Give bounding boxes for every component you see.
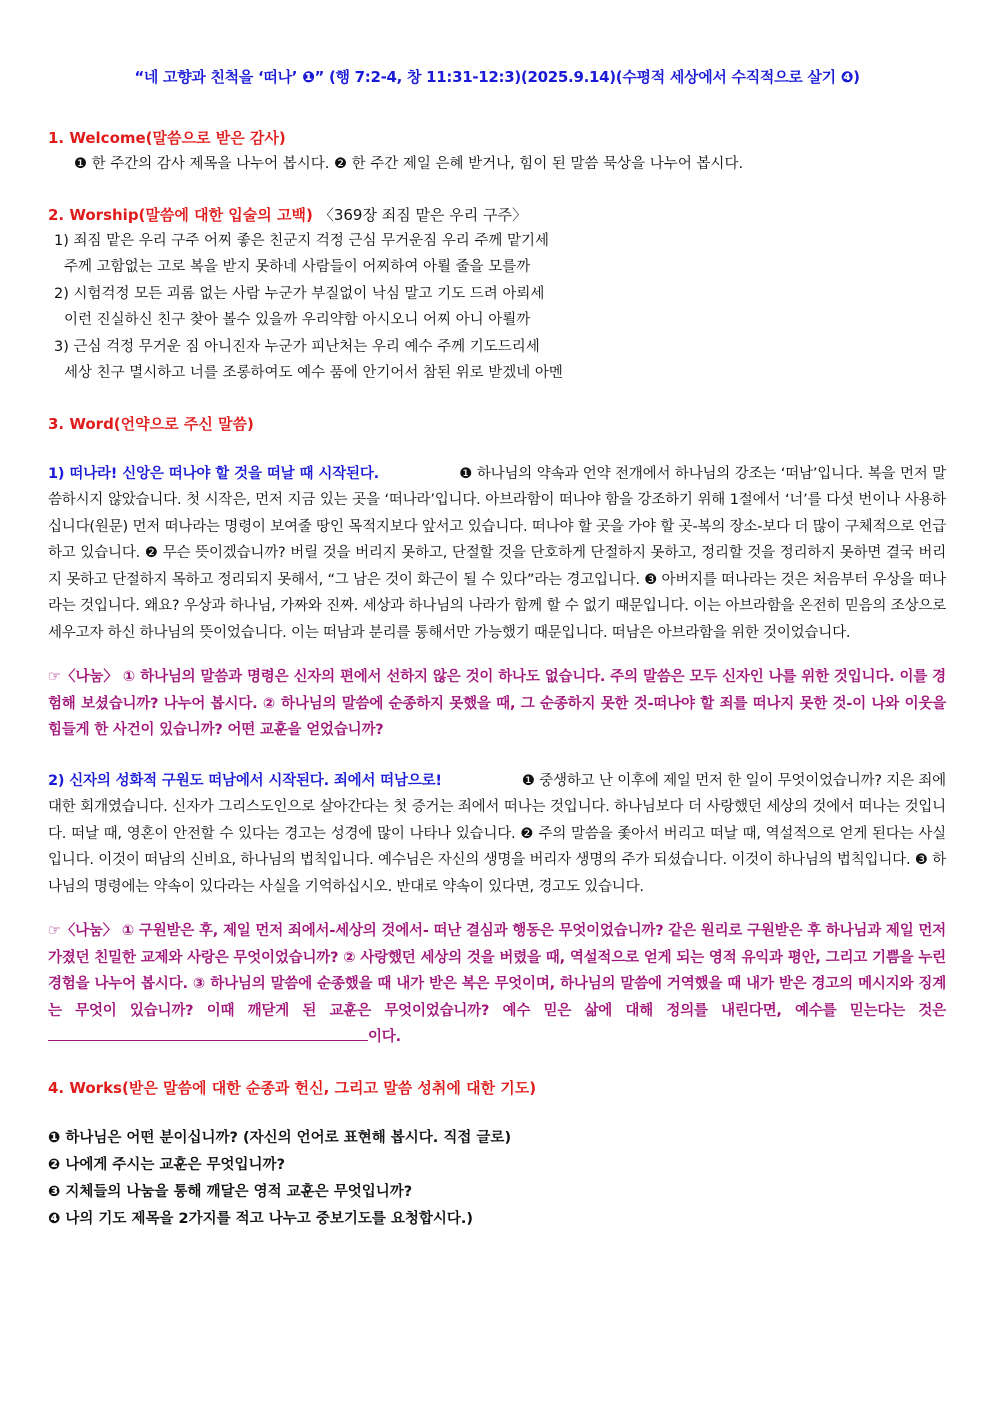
- section-worship-heading: [48, 202, 946, 228]
- hymn-line: 3) 근심 걱정 무거운 짐 아니진자 누군가 피난처는 우리 예수 주께 기도드리세: [54, 338, 540, 355]
- hymn-line: 세상 친구 멸시하고 너를 조롱하여도 예수 품에 안기어서 참된 위로 받겠네 아멘: [64, 365, 563, 381]
- section-word-heading: 3. Word(언약으로 주신 말씀): [48, 414, 254, 433]
- point-2-paragraph: [48, 768, 946, 901]
- page-title: “네 고향과 친척을 ‘떠나’ ❶” (행 7:2-4, 창 11:31-12:3)(2025.9.14)(수평적 세상에서 수직적으로 살기 ❹): [134, 68, 860, 86]
- point-2-share-text: ☞〈나눔〉 ① 구원받은 후, 제일 먼저 죄에서-세상의 것에서- 떠난 결심과 행동은 무엇이었습니까? 같은 원리로 구원받은 후 하나님과 제일 먼저 가졌던 친밀한 교제와 사랑은 무엇이었습니까? ② 사랑했던 세상의 것을 버렸을 때, 역설적으로 얻게 되는 영적 유익과 평안, 그리고 기쁨을 누린 경험을 나누어 봅시다. ③ 하나님의 말씀에 순종했을 때 내가 받은 복은 무엇이며, 하나님의 말씀에 거역했을 때 내가 받은 경고의 메시지와 징계는 무엇이 있습니까? 이때 깨닫게 된 교훈은 무엇이었습니까? 예수 믿은 삶에 대해 정의를 내린다면, 예수를 믿는다는 것은: [48, 923, 946, 1019]
- answer-blank-line: [48, 1026, 368, 1041]
- hymn-line: 2) 시험걱정 모든 괴롬 없는 사람 누군가 부질없이 낙심 말고 기도 드려 아뢰세: [54, 285, 545, 302]
- section-welcome-heading: 1. Welcome(말씀으로 받은 감사): [48, 129, 286, 147]
- hymn-title: 〈369장 죄짐 맡은 우리 구주〉: [318, 205, 527, 224]
- point-2-share: [48, 918, 946, 1051]
- point-1-body: ❶ 하나님의 약속과 언약 전개에서 하나님의 강조는 ‘떠남’입니다. 복을 먼저 말씀하시지 않았습니다. 첫 시작은, 먼저 지금 있는 곳을 ‘떠나라’입니다. 아브라함이 떠나야 함을 강조하기 위해 1절에서 ‘너’를 다섯 번이나 사용하십니다(원문) 먼저 떠나라는 명령이 보여줄 땅인 목적지보다 앞서고 있습니다. 떠나야 할 곳을 가야 할 곳-복의 장소-보다 더 많이 구체적으로 언급하고 있습니다. ❷ 무슨 뜻이겠습니까? 버릴 것을 버리지 못하고, 단절할 것을 단호하게 단절하지 못하고, 정리할 것을 정리하지 못하면 결국 버리지 못하고 단절하지 목하고 정리되지 못해서, “그 남은 것이 화근이 될 수 있다”라는 경고입니다. ❸ 아버지를 떠나라는 것은 처음부터 우상을 떠나라는 것입니다. 왜요? 우상과 하나님, 가짜와 진짜. 세상과 하나님의 나라가 함께 할 수 없기 때문입니다. 이는 아브라함을 온전히 믿음의 조상으로 세우고자 하신 하나님의 뜻이었습니다. 이는 떠남과 분리를 통해서만 가능했기 때문입니다. 떠남은 아브라함을 위한 것이었습니다.: [48, 465, 947, 641]
- point-1-heading: 1) 떠나라! 신앙은 떠나야 할 것을 떠날 때 시작된다.: [48, 465, 379, 482]
- section-works-heading: 4. Works(받은 말씀에 대한 순종과 헌신, 그리고 말씀 성취에 대한 기도): [48, 1078, 537, 1097]
- works-item: ❹ 나의 기도 제목을 2가지를 적고 나누고 중보기도를 요청합시다.): [48, 1210, 474, 1227]
- hymn-line: 이런 진실하신 친구 찾아 볼수 있을까 우리약함 아시오니 어찌 아니 아뢸까: [64, 312, 531, 328]
- point-1-share: ☞〈나눔〉 ① 하나님의 말씀과 명령은 신자의 편에서 선하지 않은 것이 하나도 없습니다. 주의 말씀은 모두 신자인 나를 위한 것입니다. 이를 경험해 보셨습니까? 나누어 봅시다. ② 하나님의 말씀에 순종하지 못했을 때, 그 순종하지 못한 것-떠나야 할 죄를 떠나지 못한 것-이 나와 이웃을 힘들게 한 사건이 있습니까? 어떤 교훈을 얻었습니까?: [48, 669, 946, 738]
- point-1-paragraph: [48, 461, 946, 647]
- hymn-line: 주께 고함없는 고로 복을 받지 못하네 사람들이 어찌하여 아뢸 줄을 모를까: [64, 259, 531, 275]
- works-item: ❶ 하나님은 어떤 분이십니까? (자신의 언어로 표현해 봅시다. 직접 글로): [48, 1129, 512, 1146]
- works-item: ❸ 지체들의 나눔을 통해 깨달은 영적 교훈은 무엇입니까?: [48, 1183, 413, 1200]
- section-welcome-body: ❶ 한 주간의 감사 제목을 나누어 봅시다. ❷ 한 주간 제일 은혜 받거나, 힘이 된 말씀 묵상을 나누어 봅시다.: [74, 156, 744, 172]
- hymn-line: 1) 죄짐 맡은 우리 구주 어찌 좋은 친군지 걱정 근심 무거운짐 우리 주께 맡기세: [54, 232, 550, 249]
- point-2-heading: 2) 신자의 성화적 구원도 떠남에서 시작된다. 죄에서 떠남으로!: [48, 772, 442, 789]
- point-2-body: ❶ 중생하고 난 이후에 제일 먼저 한 일이 무엇이었습니까? 지은 죄에 대한 회개였습니다. 신자가 그리스도인으로 살아간다는 첫 증거는 죄에서 떠나는 것입니다. 하나님보다 더 사랑했던 세상의 것에서 떠나는 것입니다. 떠날 때, 영혼이 안전할 수 있다는 경고는 성경에 많이 나타나 있습니다. ❷ 주의 말씀을 좇아서 버리고 떠날 때, 역설적으로 얻게 된다는 사실입니다. 이것이 떠남의 신비요, 하나님의 법칙입니다. 예수님은 자신의 생명을 버리자 생명의 주가 되셨습니다. 이것이 하나님의 법칙입니다. ❸ 하나님의 명령에는 약속이 있다라는 사실을 기억하십시오. 반대로 약속이 있다면, 경고도 있습니다.: [48, 772, 946, 895]
- worship-heading-text: 2. Worship(말씀에 대한 입술의 고백): [48, 205, 313, 224]
- works-item: ❷ 나에게 주시는 교훈은 무엇입니까?: [48, 1156, 285, 1173]
- point-2-share-end: 이다.: [368, 1029, 401, 1045]
